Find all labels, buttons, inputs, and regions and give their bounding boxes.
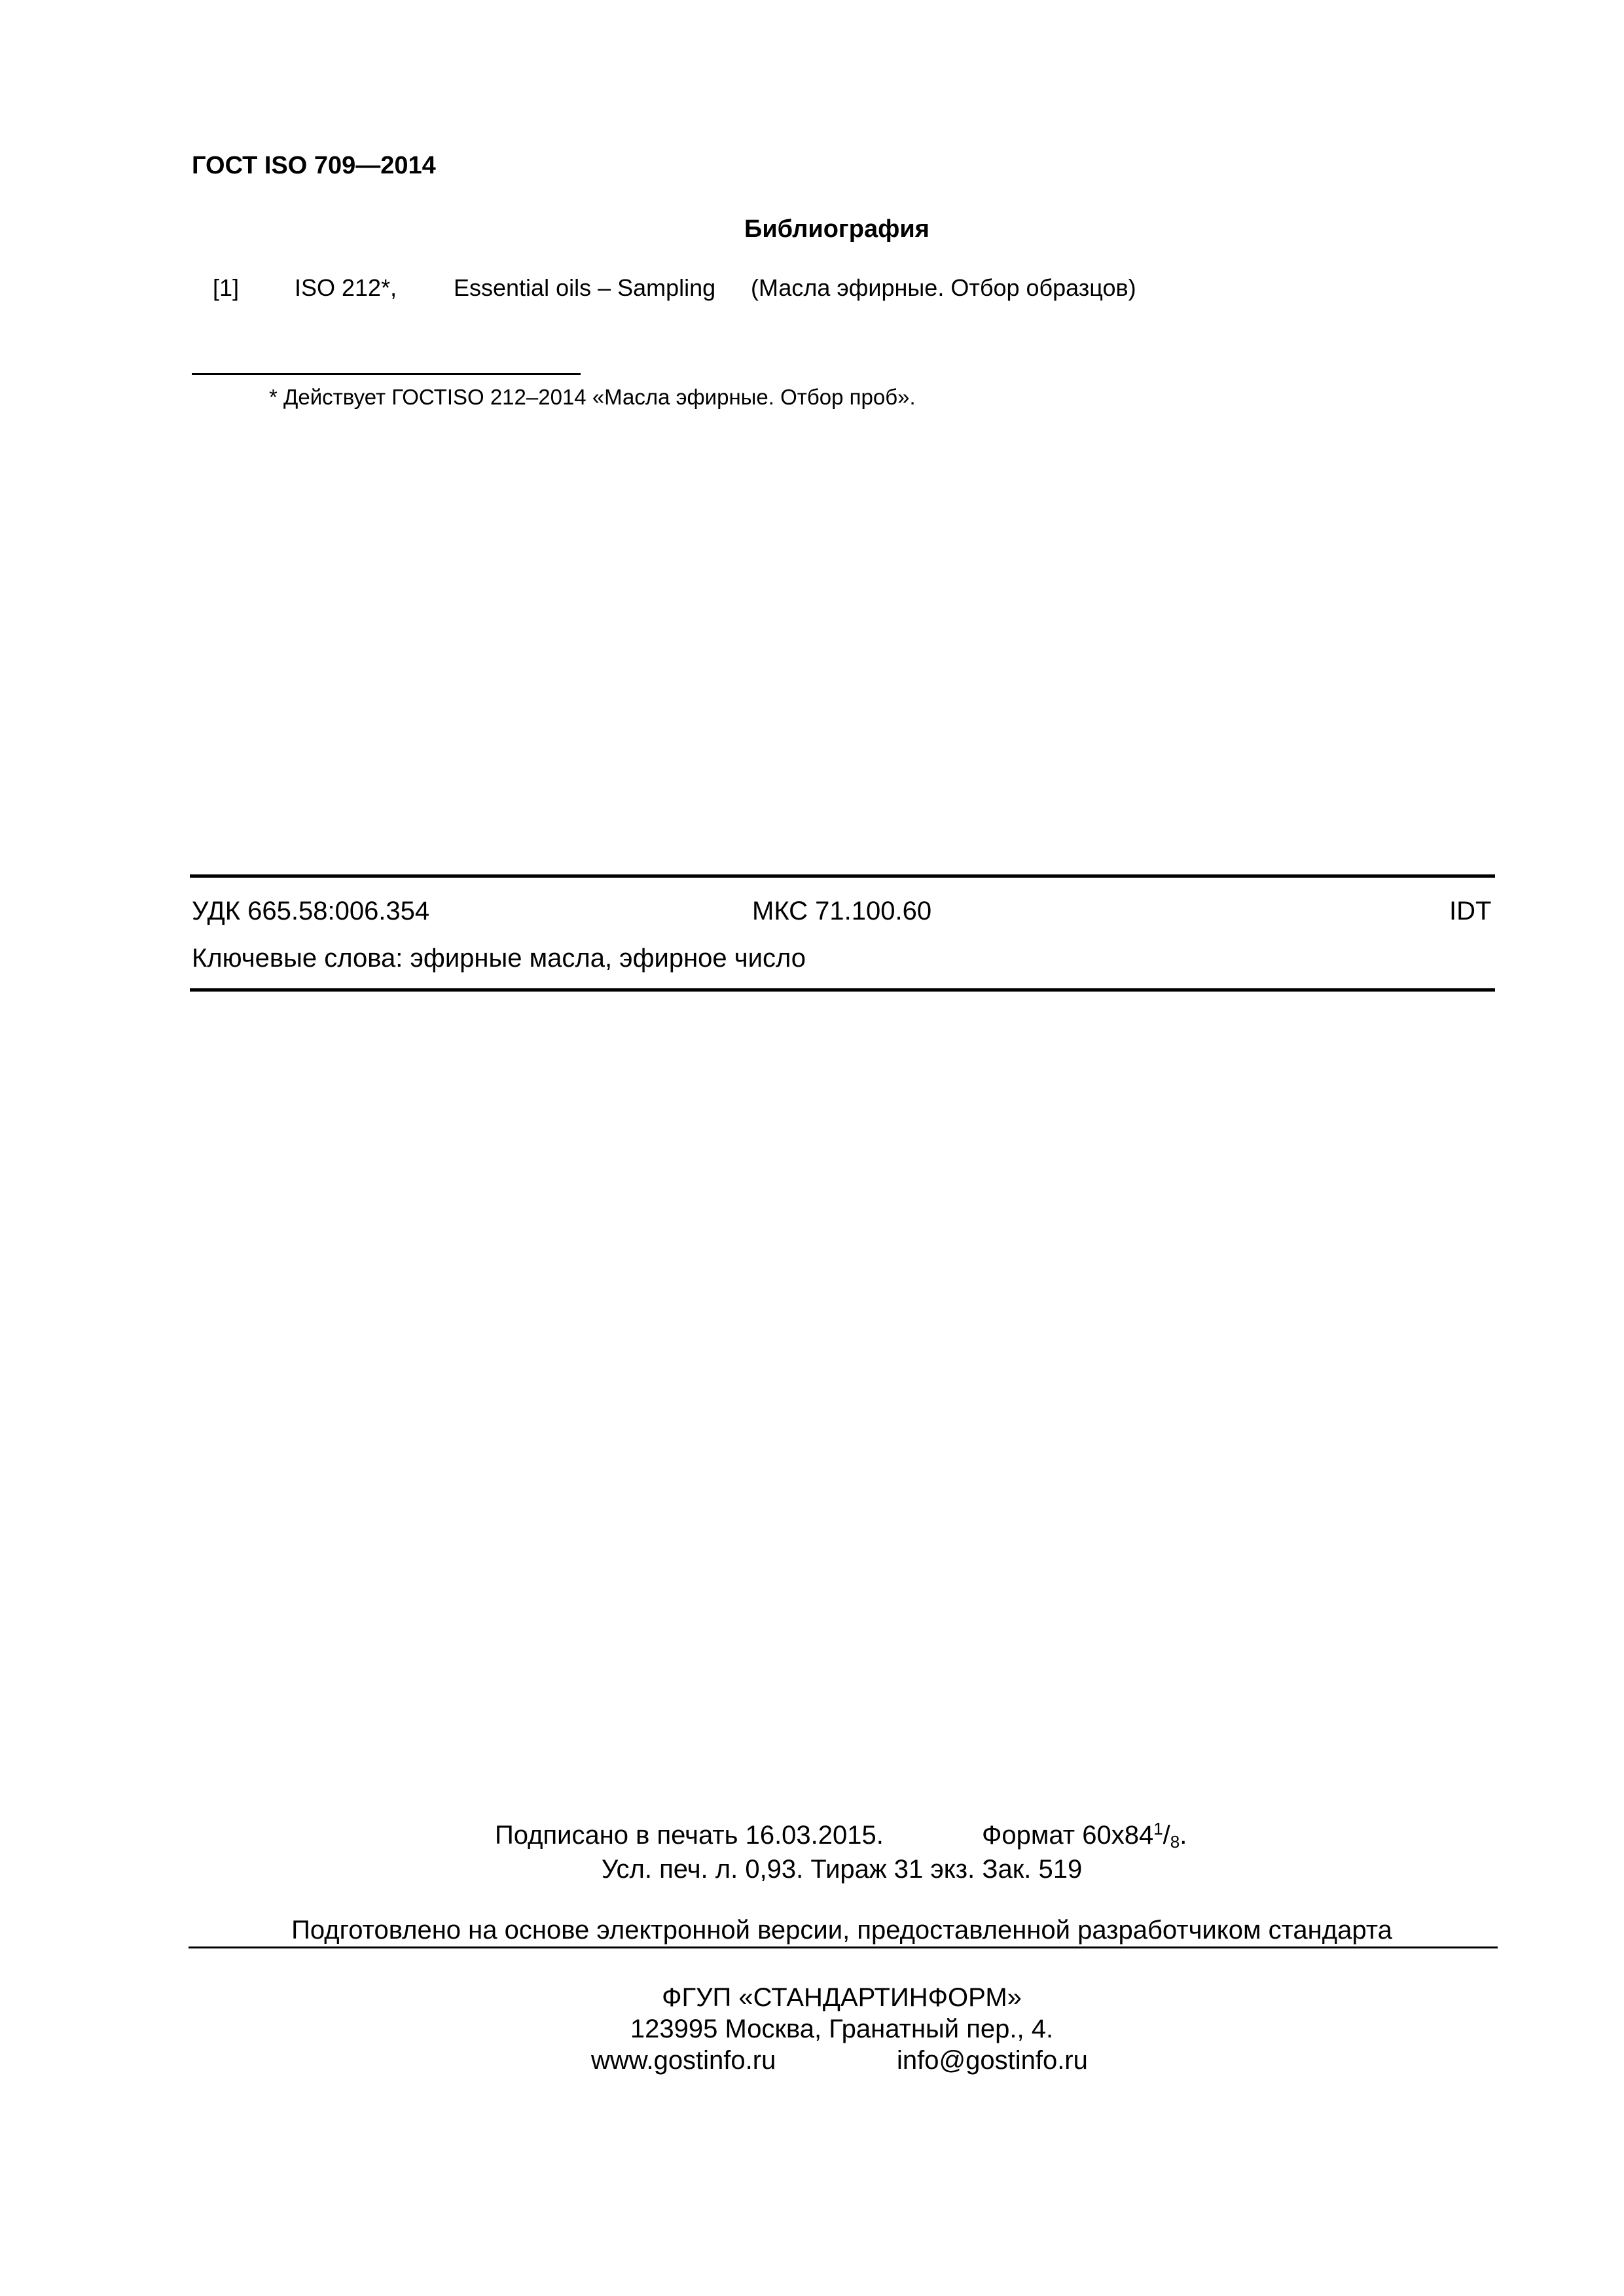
degree-of-correspondence: IDT [1449,897,1492,925]
publisher-name: ФГУП «СТАНДАРТИНФОРМ» [662,1983,1022,2012]
format-denominator: 8 [1170,1832,1180,1852]
mks-code: МКС 71.100.60 [752,897,932,925]
document-code: ГОСТ ISO 709—2014 [192,152,436,179]
email-link[interactable]: info@gostinfo.ru [897,2046,1088,2075]
classification-top-rule [190,874,1495,878]
imprint-divider [189,1946,1498,1948]
prepared-note: Подготовлено на основе электронной версии, предоставленной разработчиком стандарта [291,1916,1392,1945]
entry-number: [1] [213,274,240,301]
format-end: . [1180,1821,1187,1850]
format-slash: / [1163,1821,1170,1850]
print-details: Усл. печ. л. 0,93. Тираж 31 экз. Зак. 519 [601,1855,1083,1884]
format-numerator: 1 [1153,1819,1163,1839]
entry-title-ru: (Масла эфирные. Отбор образцов) [751,274,1136,301]
signed-for-print: Подписано в печать 16.03.2015. [495,1821,884,1850]
entry-standard-code: ISO 212*, [295,274,397,301]
footnote: * Действует ГОСТISO 212–2014 «Масла эфирные. Отбор проб». [269,385,916,409]
format-label: Формат 60х84 [982,1821,1154,1850]
classification-bottom-rule [190,988,1495,992]
paper-format [982,1821,1187,1850]
entry-title-en: Essential oils – Sampling [454,274,716,301]
publisher-address: 123995 Москва, Гранатный пер., 4. [630,2015,1054,2043]
footnote-divider [192,373,581,375]
udk-code: УДК 665.58:006.354 [192,897,430,925]
website-link[interactable]: www.gostinfo.ru [591,2046,776,2075]
keywords: Ключевые слова: эфирные масла, эфирное число [192,944,806,973]
bibliography-title: Библиография [744,215,929,243]
